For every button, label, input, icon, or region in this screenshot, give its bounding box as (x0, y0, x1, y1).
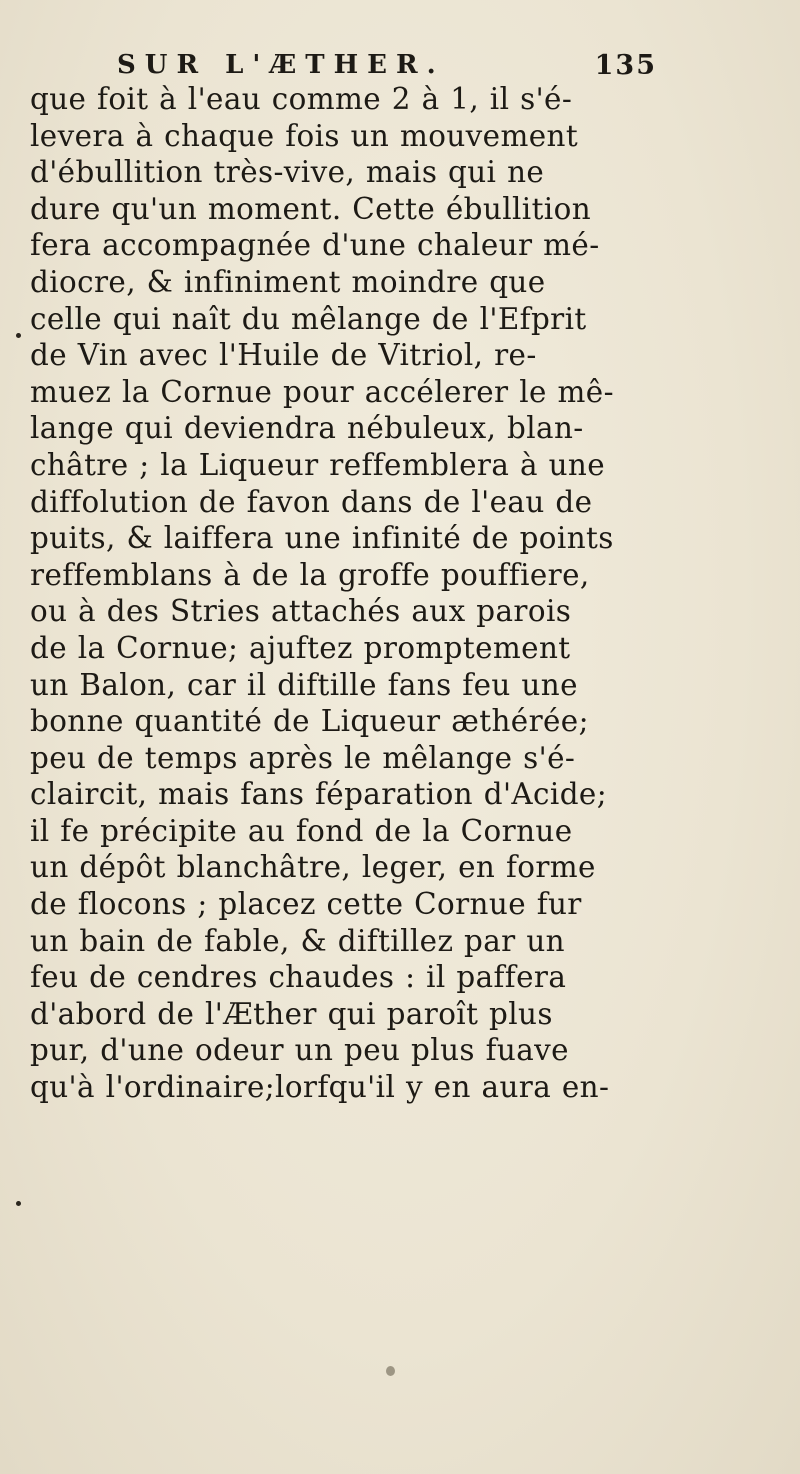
text-line: puits, & laiffera une infinité de points (30, 521, 614, 557)
text-line: un bain de fable, & diftillez par un (30, 923, 566, 959)
text-line: châtre ; la Liqueur reffemblera à une (30, 447, 606, 483)
text-line: levera à chaque fois un mouvement (30, 118, 579, 154)
text-line: de Vin avec l'Huile de Vitriol, re- (30, 338, 537, 374)
body-text (30, 82, 790, 1107)
ink-speck (386, 1366, 395, 1376)
text-line: peu de temps après le mêlange s'é- (30, 740, 576, 776)
text-line: diocre, & infiniment moindre que (30, 264, 546, 300)
margin-mark (16, 333, 21, 338)
page-number: 135 (594, 50, 657, 81)
text-line: d'abord de l'Æther qui paroît plus (30, 996, 553, 1032)
margin-mark (16, 1201, 21, 1206)
text-line: feu de cendres chaudes : il paffera (30, 960, 567, 996)
text-line: d'ébullition très-vive, mais qui ne (30, 155, 545, 191)
text-line: reffemblans à de la groffe pouffiere, (30, 557, 590, 593)
text-line: un Balon, car il diftille fans feu une (30, 667, 578, 703)
text-line: un dépôt blanchâtre, leger, en forme (30, 850, 596, 886)
text-line: dure qu'un moment. Cette ébullition (30, 191, 592, 227)
text-line: ou à des Stries attachés aux parois (30, 594, 572, 630)
text-line: bonne quantité de Liqueur æthérée; (30, 704, 589, 740)
text-line: il fe précipite au fond de la Cornue (30, 813, 573, 849)
text-line: lange qui deviendra nébuleux, blan- (30, 411, 584, 447)
text-line: muez la Cornue pour accélerer le mê- (30, 374, 614, 410)
text-line: que foit à l'eau comme 2 à 1, il s'é- (30, 82, 573, 117)
text-line: celle qui naît du mêlange de l'Efprit (30, 301, 587, 337)
text-line: de la Cornue; ajuftez promptement (30, 630, 571, 666)
text-line: qu'à l'ordinaire;lorfqu'il y en aura en- (30, 1070, 610, 1106)
text-line: diffolution de favon dans de l'eau de (30, 484, 593, 520)
text-line: claircit, mais fans féparation d'Acide; (30, 777, 607, 813)
text-line: fera accompagnée d'une chaleur mé- (30, 228, 600, 264)
running-title: SUR L'ÆTHER. (117, 50, 445, 80)
text-line: pur, d'une odeur un peu plus fuave (30, 1033, 569, 1069)
text-line: de flocons ; placez cette Cornue fur (30, 887, 582, 923)
